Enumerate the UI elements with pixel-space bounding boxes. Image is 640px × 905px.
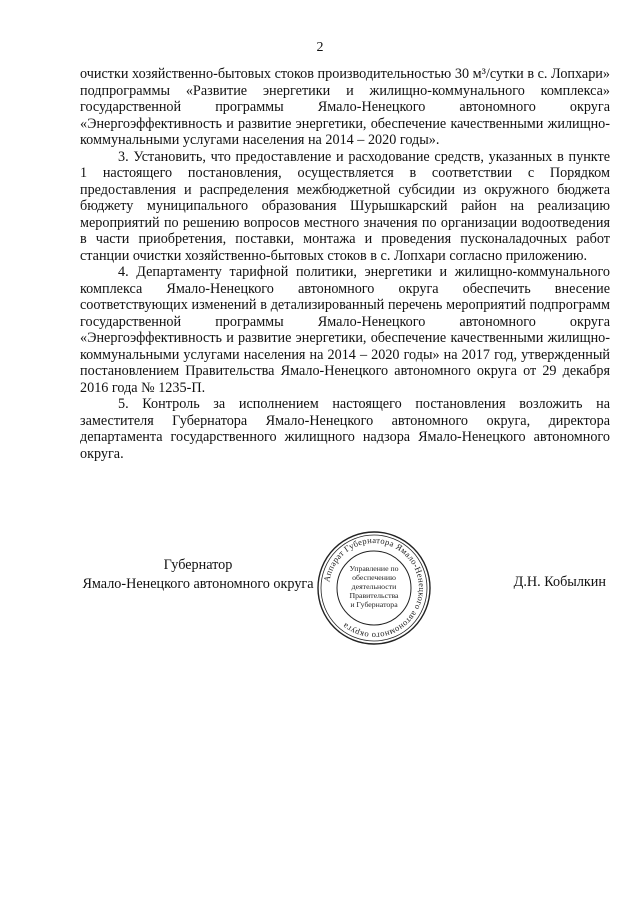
signatory-name: Д.Н. Кобылкин <box>513 574 606 590</box>
seal-center-line: и Губернатора <box>350 600 398 609</box>
document-body <box>80 66 610 462</box>
seal-center-line: обеспечению <box>352 573 396 582</box>
official-seal-stamp <box>316 530 432 646</box>
seal-center-line: Правительства <box>349 591 399 600</box>
seal-center-line: Управление по <box>349 564 399 573</box>
seal-center-line: деятельности <box>351 582 397 591</box>
paragraph-continuation: очистки хозяйственно-бытовых стоков производительностью 30 м³/сутки в с. Лопхари» подпрограммы «Развитие энергетики и жилищно-коммунального комплекса» государственной программы Ямало-Ненецкого автономного округа «Энергоэффективность и развитие энергетики, обеспечение качественными жилищно-коммунальными услугами населения на 2014 – 2020 годы». <box>80 66 610 148</box>
signatory-title-line1: Губернатор <box>163 557 233 573</box>
signatory-title-line2: Ямало-Ненецкого автономного округа <box>82 576 314 592</box>
paragraph-item-5: 5. Контроль за исполнением настоящего постановления возложить на заместителя Губернатора Ямало-Ненецкого автономного округа, директора департамента государственного жилищного надзора Ямало-Ненецкого автономного округа. <box>80 396 610 462</box>
signatory-title <box>80 556 316 594</box>
paragraph-item-3: 3. Установить, что предоставление и расходование средств, указанных в пункте 1 настоящего постановления, осуществляется в соответствии с Порядком предоставления и распределения межбюджетной субсидии из окружного бюджета бюджету муниципального образования Шурышкарский район на реализацию мероприятий по решению вопросов местного значения по организации водоотведения в части приобретения, поставки, монтажа и проведения пусконаладочных работ станции очистки хозяйственно-бытовых стоков в с. Лопхари согласно приложению. <box>80 148 610 264</box>
seal-ring-text: Аппарат Губернатора Ямало-Ненецкого автономного округа <box>321 534 428 642</box>
paragraph-item-4: 4. Департаменту тарифной политики, энергетики и жилищно-коммунального комплекса Ямало-Ненецкого автономного округа обеспечить внесение соответствующих изменений в детализированный перечень мероприятий подпрограмм государственной программы Ямало-Ненецкого автономного округа «Энергоэффективность и развитие энергетики, обеспечение качественными жилищно-коммунальными услугами населения на 2014 – 2020 годы» на 2017 год, утвержденный постановлением Правительства Ямало-Ненецкого автономного округа от 29 декабря 2016 года № 1235-П. <box>80 264 610 396</box>
page-number: 2 <box>316 40 324 55</box>
